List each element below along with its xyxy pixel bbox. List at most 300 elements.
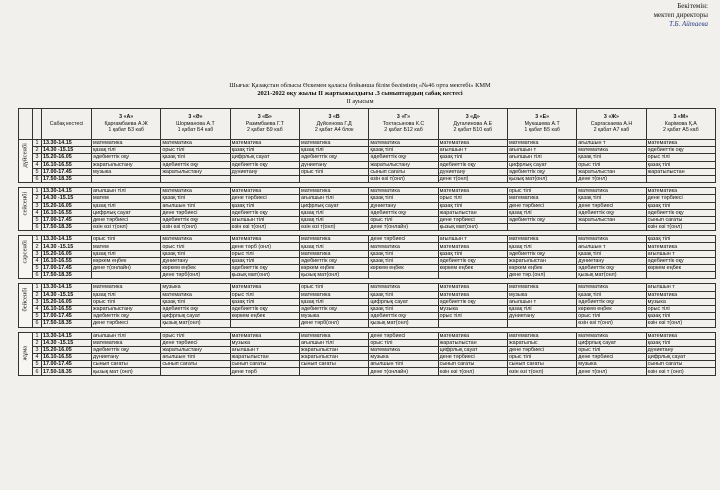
subject-cell: математика — [161, 291, 230, 298]
subject-cell: қызық мат(онл) — [230, 272, 299, 279]
subject-cell: математика — [369, 140, 438, 147]
subject-cell: орыс тілі — [92, 298, 161, 305]
lesson-time: 15.20-16.05 — [42, 298, 92, 305]
class-column-header — [507, 109, 576, 140]
subject-cell: жаратылыстан — [507, 257, 576, 264]
subject-cell: дене т(онлайн) — [92, 265, 161, 272]
lesson-time: 14.30 -15.15 — [42, 291, 92, 298]
subject-cell: математика — [92, 339, 161, 346]
table-row — [19, 147, 716, 154]
subject-cell: цифрлық сауат — [507, 161, 576, 168]
subject-cell: қазақ тілі — [646, 202, 715, 209]
subject-cell: қазақ тілі — [438, 250, 507, 257]
subject-cell: дене т(онл) — [577, 175, 646, 182]
subject-cell: жаратылыстан — [646, 168, 715, 175]
subject-cell: қазақ тілі — [299, 209, 368, 216]
lesson-time: 14.30 -15.15 — [42, 147, 92, 154]
table-row — [19, 346, 716, 353]
subject-cell: қазақ тілі — [577, 250, 646, 257]
table-row — [19, 354, 716, 361]
table-row — [19, 339, 716, 346]
class-header-room: 2 қабат Б12 каб — [384, 127, 423, 134]
approval-role: мектеп директоры — [653, 11, 708, 19]
subject-cell: ағылшын т — [438, 236, 507, 243]
subject-cell — [92, 175, 161, 182]
table-row — [19, 195, 716, 202]
subject-cell: орыс тілі — [577, 346, 646, 353]
subject-cell: қазақ тілі — [646, 313, 715, 320]
subject-cell: математика — [161, 236, 230, 243]
time-column-header: Сабақ кестесі — [42, 109, 92, 140]
table-row — [19, 154, 716, 161]
lesson-time: 17.00-17.45 — [42, 265, 92, 272]
lesson-number: 4 — [33, 257, 42, 264]
subject-cell: жаратылыс — [507, 339, 576, 346]
subject-cell: қазақ тілі — [299, 216, 368, 223]
subject-cell: ағылшын тілі — [161, 354, 230, 361]
lesson-time: 15.20-16.05 — [42, 346, 92, 353]
subject-cell: орыс тілі — [577, 313, 646, 320]
table-row — [19, 272, 716, 279]
subject-cell: ағылшын т — [577, 140, 646, 147]
subject-cell: әдебиеттік оқу — [646, 209, 715, 216]
class-column-header — [369, 109, 438, 140]
class-header-cls: 3 «М» — [673, 114, 689, 121]
subject-cell: өзін өзі т(онл) — [161, 224, 230, 231]
subject-cell: математика — [438, 188, 507, 195]
subject-cell: дене тәрбиесі — [92, 216, 161, 223]
subject-cell: әдебиеттік оқу — [161, 305, 230, 312]
subject-cell: жаратылыстан — [299, 346, 368, 353]
subject-cell: әдебиеттік оқу — [577, 209, 646, 216]
subject-cell: ағылшын т — [646, 250, 715, 257]
subject-cell: дене тәрбиесі — [161, 339, 230, 346]
subject-cell: дене тәрбиесі — [369, 332, 438, 339]
subject-cell: орыс тілі — [230, 250, 299, 257]
subject-cell: орыс тілі — [438, 195, 507, 202]
day-label: дүйсенбі — [21, 143, 29, 168]
subject-cell: математика — [577, 147, 646, 154]
subject-cell: сынып сағаты — [507, 361, 576, 368]
subject-cell: әдебиеттік оқу — [507, 250, 576, 257]
subject-cell: орыс тілі — [369, 216, 438, 223]
subject-cell: көркем еңбек — [299, 265, 368, 272]
subject-cell: математика — [369, 243, 438, 250]
subject-cell: математика — [438, 140, 507, 147]
subject-cell: дүниетану — [438, 168, 507, 175]
lesson-number: 3 — [33, 346, 42, 353]
subject-cell: математика — [438, 332, 507, 339]
subject-cell: орыс тілі — [161, 332, 230, 339]
lesson-number: 1 — [33, 332, 42, 339]
subject-cell: қазақ тілі — [646, 161, 715, 168]
subject-cell: дүниетану — [369, 202, 438, 209]
subject-cell: орыс тілі — [299, 284, 368, 291]
subject-cell: математика — [299, 332, 368, 339]
subject-cell: дүниетану — [230, 168, 299, 175]
subject-cell: қазақ тілі — [369, 147, 438, 154]
subject-cell: көркем еңбек — [161, 265, 230, 272]
subject-cell: көркем еңбек — [230, 313, 299, 320]
subject-cell: дене тәрбиесі — [369, 236, 438, 243]
subject-cell: математика — [299, 236, 368, 243]
subject-cell: дене тәрбиесі — [507, 202, 576, 209]
subject-cell: қазақ тілі — [438, 202, 507, 209]
table-row — [19, 216, 716, 223]
class-header-room: 1 қабат Б4 каб — [177, 127, 214, 134]
class-header-cls: 3 «Б» — [257, 114, 272, 121]
subject-cell: дүниетану — [299, 161, 368, 168]
subject-cell: музыка — [161, 284, 230, 291]
subject-cell: өзін өзі т(онл) — [507, 368, 576, 375]
class-header-teacher: Саргаскаева А.Н — [590, 120, 633, 127]
subject-cell: қазақ тілі — [369, 195, 438, 202]
class-header-room: 2 қабат А4 блок — [314, 127, 354, 134]
subject-cell: орыс тілі — [299, 168, 368, 175]
table-row — [19, 291, 716, 298]
lesson-number: 4 — [33, 161, 42, 168]
subject-cell: қазақ тілі — [507, 243, 576, 250]
subject-cell: математика — [438, 291, 507, 298]
lesson-number: 5 — [33, 265, 42, 272]
subject-cell: қазақ тілі — [230, 147, 299, 154]
subject-cell: музыка — [299, 313, 368, 320]
subject-cell: матем — [92, 243, 161, 250]
subject-cell: қазақ тілі — [230, 298, 299, 305]
subject-cell: ағылшын т — [507, 147, 576, 154]
subject-cell: қазақ тілі — [646, 236, 715, 243]
subject-cell: ағылшын тілі — [369, 361, 438, 368]
subject-cell: математика — [577, 284, 646, 291]
lesson-number: 6 — [33, 272, 42, 279]
subject-cell: дене т(онл) — [577, 368, 646, 375]
subject-cell: математика — [230, 284, 299, 291]
subject-cell: әдебиеттік оқу — [369, 313, 438, 320]
subject-cell: қызық мат(онл) — [438, 224, 507, 231]
subject-cell: қазақ тілі — [161, 195, 230, 202]
subject-cell: көркем еңбек — [577, 305, 646, 312]
subject-cell: жаратылыстану — [369, 161, 438, 168]
schedule-body — [19, 140, 716, 376]
class-header-cls: 3 «Е» — [535, 114, 550, 121]
subject-cell: дене тәрбиесі — [577, 354, 646, 361]
subject-cell: қазақ тілі — [161, 154, 230, 161]
subject-cell: қазақ тілі — [369, 257, 438, 264]
subject-cell: математика — [299, 250, 368, 257]
subject-cell: математика — [299, 291, 368, 298]
class-header-cls: 3 «Ә» — [188, 114, 203, 121]
subject-cell: орыс тілі — [161, 243, 230, 250]
lesson-number: 4 — [33, 209, 42, 216]
subject-cell: музыка — [438, 305, 507, 312]
day-label: сейсенбі — [21, 191, 29, 216]
subject-cell: математика — [92, 140, 161, 147]
lesson-number: 5 — [33, 361, 42, 368]
subject-cell — [369, 272, 438, 279]
subject-cell: әдебиеттік оқу — [92, 154, 161, 161]
subject-cell: математика — [577, 188, 646, 195]
subject-cell: қызық мат(онл) — [507, 175, 576, 182]
subject-cell: әдебиеттік оқу — [161, 216, 230, 223]
header-line-3: II ауысым — [346, 98, 374, 105]
lesson-number: 3 — [33, 202, 42, 209]
subject-cell: орыс тілі — [577, 161, 646, 168]
lesson-time: 14.30 -15.15 — [42, 243, 92, 250]
subject-cell: математика — [369, 284, 438, 291]
subject-cell: матем — [92, 195, 161, 202]
lesson-number: 6 — [33, 224, 42, 231]
class-header-teacher: Шорманова А.Т — [176, 120, 215, 127]
lesson-number: 5 — [33, 168, 42, 175]
approval-block — [654, 2, 708, 29]
subject-cell: математика — [299, 140, 368, 147]
class-header-cls: 3 «В — [328, 114, 340, 121]
table-row — [19, 168, 716, 175]
subject-cell: әдебиеттік оқу — [161, 161, 230, 168]
subject-cell: математика — [507, 332, 576, 339]
day-label: жұма — [21, 345, 29, 361]
lesson-time: 17.00-17.45 — [42, 168, 92, 175]
subject-cell — [92, 272, 161, 279]
subject-cell: әдебиеттік оқу — [646, 257, 715, 264]
class-column-header — [646, 109, 715, 140]
subject-cell — [299, 175, 368, 182]
subject-cell: сынып сағаты — [438, 361, 507, 368]
subject-cell: ағылшын т — [230, 346, 299, 353]
subject-cell: сынып сағаты — [230, 361, 299, 368]
lesson-number: 2 — [33, 339, 42, 346]
subject-cell: ағылшын т — [577, 243, 646, 250]
class-column-header — [230, 109, 299, 140]
subject-cell: өзін өзі т(онл) — [299, 224, 368, 231]
class-header-cls: 3 «А» — [119, 114, 134, 121]
subject-cell: әдебиеттік оқу — [577, 265, 646, 272]
subject-cell: математика — [507, 284, 576, 291]
subject-cell: әдебиеттік оқу — [230, 265, 299, 272]
subject-cell: жаратылыстану — [161, 168, 230, 175]
table-row — [19, 140, 716, 147]
subject-cell: дене т(онл) — [438, 175, 507, 182]
subject-cell: жаратылыстан — [577, 216, 646, 223]
subject-cell: музыка — [577, 361, 646, 368]
subject-cell: қазақ тілі — [369, 305, 438, 312]
subject-cell: әдебиеттік оқу — [369, 209, 438, 216]
subject-cell: сынып сағаты — [646, 361, 715, 368]
class-column-header — [161, 109, 230, 140]
subject-cell: қазақ тілі — [369, 291, 438, 298]
lesson-time: 13.30-14.15 — [42, 140, 92, 147]
subject-cell: әдебиеттік оқу — [92, 346, 161, 353]
approval-title: Бекітемін: — [677, 2, 708, 10]
header-line-1: Шығыс Қазақстан облысы Өскемен қаласы бойынша білім бөлімінің «№46 орта мектебі» КММ — [229, 82, 491, 89]
subject-cell — [230, 320, 299, 327]
subject-cell: ағылшын тілі — [507, 154, 576, 161]
day-cell — [19, 284, 33, 327]
subject-cell: музыка — [507, 291, 576, 298]
subject-cell: сынып сағаты — [646, 216, 715, 223]
subject-cell: жаратылыстану — [92, 161, 161, 168]
class-header-teacher: Дугалинова А.Е — [453, 120, 493, 127]
subject-cell: әдебиеттік оқу — [299, 305, 368, 312]
subject-cell: дене тәрбиесі — [438, 354, 507, 361]
subject-cell: орыс тілі — [92, 236, 161, 243]
class-header-room: 2 қабат А5 каб — [662, 127, 699, 134]
class-column-header — [438, 109, 507, 140]
subject-cell: өзін өзі т(онл) — [230, 224, 299, 231]
subject-cell: қазақ тілі — [230, 202, 299, 209]
subject-cell — [646, 175, 715, 182]
lesson-time: 15.20-16.05 — [42, 202, 92, 209]
subject-cell: цифрлық сауат — [299, 202, 368, 209]
class-header-cls: 3 «Д» — [465, 114, 480, 121]
table-row — [19, 175, 716, 182]
lesson-time: 17.50-18.35 — [42, 320, 92, 327]
subject-cell: қазақ тілі — [507, 305, 576, 312]
subject-cell: орыс тілі — [438, 313, 507, 320]
subject-cell: математика — [646, 140, 715, 147]
lesson-time: 13.30-14.15 — [42, 284, 92, 291]
table-row — [19, 305, 716, 312]
subject-cell: қазақ тілі — [161, 298, 230, 305]
lesson-time: 17.50-18.35 — [42, 175, 92, 182]
lesson-number: 6 — [33, 320, 42, 327]
table-row — [19, 224, 716, 231]
subject-cell: дене т(онлайн) — [369, 368, 438, 375]
lesson-number: 1 — [33, 284, 42, 291]
table-row — [19, 361, 716, 368]
lesson-number: 6 — [33, 175, 42, 182]
table-row — [19, 320, 716, 327]
subject-cell: музыка — [92, 168, 161, 175]
subject-cell: дүниетану — [92, 354, 161, 361]
subject-cell: цифрлық сауат — [230, 154, 299, 161]
class-header-teacher: Қарғамбаева А.Ж — [104, 120, 148, 127]
subject-cell: қазақ тілі — [369, 250, 438, 257]
subject-cell: қазақ тілі — [92, 147, 161, 154]
subject-cell: қызық мат (онл) — [92, 368, 161, 375]
lesson-time: 17.00-17.45 — [42, 313, 92, 320]
subject-cell: әдебиеттік оқу — [230, 305, 299, 312]
table-row — [19, 250, 716, 257]
table-row — [19, 313, 716, 320]
lesson-time: 13.30-14.15 — [42, 188, 92, 195]
subject-cell: цифрлық сауат — [438, 346, 507, 353]
subject-cell: математика — [577, 332, 646, 339]
subject-cell: қазақ тілі — [577, 195, 646, 202]
subject-cell: қазақ тілі — [161, 250, 230, 257]
table-row — [19, 265, 716, 272]
lesson-time: 13.30-14.15 — [42, 332, 92, 339]
lesson-number: 4 — [33, 305, 42, 312]
subject-cell: қазақ тілі — [577, 154, 646, 161]
subject-cell: қызық мат(онл) — [369, 320, 438, 327]
subject-cell: қазақ тілі — [299, 298, 368, 305]
subject-cell: математика — [369, 346, 438, 353]
subject-cell: дене тәрбиесі — [646, 195, 715, 202]
subject-cell: дүниетану — [507, 313, 576, 320]
subject-cell: математика — [646, 332, 715, 339]
subject-cell: көркем еңбек — [438, 265, 507, 272]
subject-cell: әдебиеттік оқу — [507, 168, 576, 175]
subject-cell: музыка — [230, 339, 299, 346]
subject-cell: орыс тілі — [369, 339, 438, 346]
subject-cell: сынып сағаты — [369, 168, 438, 175]
lesson-number: 1 — [33, 236, 42, 243]
lesson-number: 2 — [33, 195, 42, 202]
table-row — [19, 243, 716, 250]
table-row — [19, 257, 716, 264]
lesson-time: 14.30 -15.15 — [42, 339, 92, 346]
subject-cell: математика — [577, 236, 646, 243]
class-header-room: 2 қабат А7 каб — [593, 127, 630, 134]
lesson-time: 15.20-16.05 — [42, 154, 92, 161]
subject-cell: ағылшын т — [646, 284, 715, 291]
class-column-header — [577, 109, 646, 140]
lesson-time: 17.00-17.45 — [42, 216, 92, 223]
table-row — [19, 202, 716, 209]
lesson-number: 3 — [33, 298, 42, 305]
subject-cell: орыс тілі — [646, 305, 715, 312]
subject-cell: математика — [230, 140, 299, 147]
class-column-header — [92, 109, 161, 140]
subject-cell: дүниетану — [646, 346, 715, 353]
lesson-number: 6 — [33, 368, 42, 375]
day-cell — [19, 332, 33, 375]
subject-cell: математика — [438, 284, 507, 291]
subject-cell: қазақ тілі — [507, 209, 576, 216]
subject-cell: ағылшын т — [507, 298, 576, 305]
lesson-number: 3 — [33, 154, 42, 161]
subject-cell: математика — [507, 236, 576, 243]
day-cell — [19, 188, 33, 231]
subject-cell: әдебиеттік оқу — [438, 161, 507, 168]
day-label: бейсенбі — [21, 287, 29, 312]
subject-cell: ағылшын тілі — [161, 202, 230, 209]
class-header-room: 1 қабат Б5 каб — [524, 127, 560, 134]
subject-cell: сынып сағаты — [299, 361, 368, 368]
table-row — [19, 236, 716, 243]
subject-cell — [646, 272, 715, 279]
subject-cell: ағылшын т — [438, 147, 507, 154]
class-header-teacher: Мукашева А.Т — [524, 120, 560, 127]
subject-cell — [438, 272, 507, 279]
subject-cell: математика — [230, 236, 299, 243]
lesson-number: 5 — [33, 313, 42, 320]
subject-cell: ағылшын тілі — [299, 195, 368, 202]
lesson-number: 2 — [33, 147, 42, 154]
subject-cell — [577, 224, 646, 231]
class-column-header — [299, 109, 368, 140]
lesson-number: 2 — [33, 243, 42, 250]
subject-cell: жаратылыстан — [438, 209, 507, 216]
header-line-2: 2021-2022 оқу жылы II жартыжылдығы .3 сыныптардың сабақ кестесі — [257, 90, 463, 97]
subject-cell: математика — [92, 284, 161, 291]
subject-cell: жаратылыстану — [92, 305, 161, 312]
class-header-teacher: Разимбаева Г.Т — [245, 120, 284, 127]
lesson-time: 16.10-16.55 — [42, 354, 92, 361]
class-header-cls: 3 «Ж» — [603, 114, 620, 121]
subject-cell: цифрлық сауат — [161, 313, 230, 320]
subject-cell: өзін өзі т(онл) — [577, 320, 646, 327]
subject-cell: орыс тілі — [646, 154, 715, 161]
subject-cell: орыс тілі — [507, 354, 576, 361]
subject-cell: ағылшын тілі — [92, 332, 161, 339]
subject-cell: дене тәрб(онл) — [299, 320, 368, 327]
subject-cell: қазақ тілі — [299, 243, 368, 250]
subject-cell: жаратылыстану — [161, 346, 230, 353]
subject-cell: өзін өзі т(онл) — [646, 224, 715, 231]
table-row — [19, 284, 716, 291]
